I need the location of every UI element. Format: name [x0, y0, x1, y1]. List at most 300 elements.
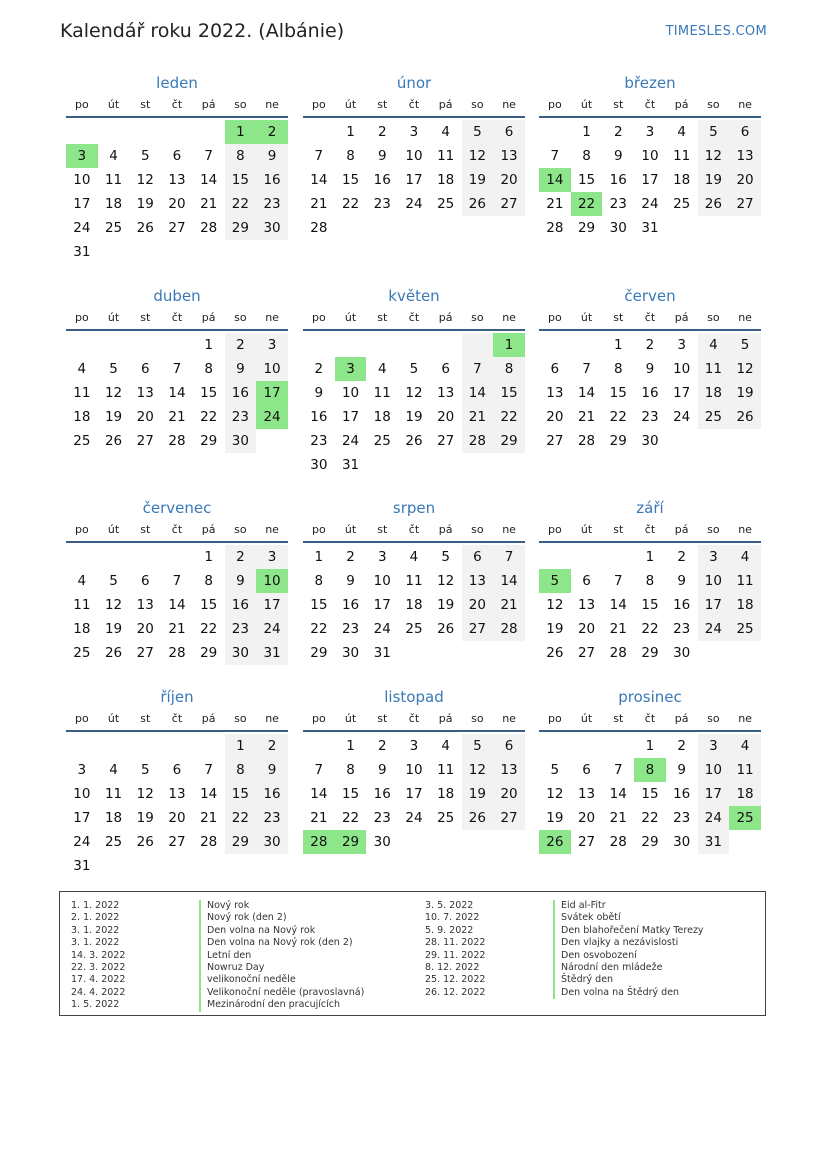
- weekday-header: [539, 94, 761, 118]
- day-cell: 20: [493, 168, 525, 192]
- day-cell: 18: [729, 593, 761, 617]
- empty-cell: [398, 333, 430, 357]
- day-cell: 1: [346, 738, 355, 754]
- day-cell: 11: [104, 786, 123, 802]
- month-name: listopad: [384, 688, 444, 706]
- weekday-label: čt: [171, 98, 183, 111]
- day-cell: 22: [341, 196, 360, 212]
- weekday-label: čt: [644, 523, 656, 536]
- weekday-label: čt: [171, 712, 183, 725]
- day-cell: 6: [172, 762, 182, 778]
- day-cell: 27: [729, 192, 761, 216]
- day-cell: 6: [582, 762, 591, 778]
- day-cell: 26: [698, 192, 730, 216]
- holiday-date: 25. 12. 2022: [425, 974, 486, 986]
- day-cell: 2: [225, 333, 257, 357]
- day-cell: 14: [609, 597, 627, 613]
- day-cell: 29: [310, 645, 328, 661]
- empty-cell: [161, 333, 193, 357]
- day-cell: 20: [577, 810, 596, 826]
- day-cell: 25: [698, 405, 730, 429]
- day-cell: 27: [493, 806, 525, 830]
- day-cell: 13: [493, 758, 525, 782]
- day-cell: 10: [698, 758, 730, 782]
- day-cell: 29: [641, 834, 659, 850]
- day-cell: 8: [314, 573, 324, 589]
- holiday-date: 26. 12. 2022: [425, 986, 486, 998]
- weekday-label: út: [344, 311, 357, 324]
- day-cell: 24: [73, 834, 91, 850]
- day-cell: 9: [225, 569, 257, 593]
- day-cell: 27: [136, 433, 154, 449]
- holiday-name: Štědrý den: [553, 974, 613, 986]
- day-cell: 1: [225, 734, 257, 758]
- day-cell: 1: [204, 549, 213, 565]
- day-grid: [539, 734, 761, 854]
- day-cell: 13: [437, 385, 455, 401]
- day-cell: 27: [136, 645, 154, 661]
- holiday-name: Den osvobození: [553, 950, 637, 962]
- day-cell: 5: [140, 762, 150, 778]
- month-11: [539, 686, 761, 854]
- month-name: duben: [153, 287, 201, 305]
- day-grid: [66, 120, 288, 264]
- day-cell: 18: [104, 196, 123, 212]
- day-cell: 1: [645, 549, 655, 565]
- day-cell: 19: [546, 810, 564, 826]
- day-cell: 23: [673, 621, 691, 637]
- empty-cell: [539, 545, 571, 569]
- weekday-label: ne: [738, 98, 752, 111]
- day-cell: 12: [698, 144, 730, 168]
- weekday-label: pá: [201, 311, 216, 324]
- day-cell: 6: [493, 734, 525, 758]
- weekday-label: čt: [408, 311, 420, 324]
- empty-cell: [66, 545, 98, 569]
- day-cell: 14: [200, 786, 218, 802]
- day-cell: 29: [200, 645, 218, 661]
- day-cell: 15: [609, 385, 627, 401]
- day-cell: 16: [225, 593, 257, 617]
- month-7: [303, 497, 525, 665]
- day-cell: 9: [645, 361, 655, 377]
- day-cell: 31: [256, 641, 288, 665]
- day-cell: 1: [314, 549, 324, 565]
- weekday-label: st: [140, 712, 151, 725]
- day-cell: 26: [136, 834, 154, 850]
- holiday-date: 28. 11. 2022: [425, 937, 486, 949]
- day-cell: 3: [409, 124, 419, 140]
- holiday-date: 3. 1. 2022: [71, 924, 120, 936]
- day-cell: 22: [310, 621, 328, 637]
- day-cell: 31: [641, 220, 659, 236]
- day-cell: 12: [729, 357, 761, 381]
- weekday-label: ne: [265, 712, 279, 725]
- day-cell: 16: [609, 172, 627, 188]
- day-cell: 4: [729, 734, 761, 758]
- day-cell: 18: [373, 409, 391, 425]
- day-cell: 4: [109, 148, 118, 164]
- day-cell: 18: [104, 810, 123, 826]
- weekday-label: so: [234, 523, 247, 536]
- day-cell: 28: [168, 645, 186, 661]
- day-cell: 20: [437, 409, 455, 425]
- day-cell: 9: [377, 148, 387, 164]
- day-cell: 29: [200, 433, 218, 449]
- day-cell: 14: [310, 786, 328, 802]
- day-cell: 8: [346, 762, 355, 778]
- day-cell: 14: [493, 569, 525, 593]
- day-cell: 23: [641, 409, 659, 425]
- empty-cell: [602, 734, 634, 758]
- month-5: [539, 285, 761, 453]
- empty-cell: [571, 545, 603, 569]
- empty-cell: [98, 545, 130, 569]
- weekday-label: so: [471, 98, 484, 111]
- day-cell: 8: [493, 357, 525, 381]
- day-cell: 28: [577, 433, 596, 449]
- day-cell: 9: [256, 144, 288, 168]
- page-title: Kalendář roku 2022. (Albánie): [60, 20, 345, 42]
- day-cell: 19: [104, 621, 123, 637]
- day-cell: 19: [462, 168, 494, 192]
- day-cell: 8: [204, 573, 213, 589]
- day-cell: 22: [200, 409, 218, 425]
- day-cell: 20: [136, 621, 154, 637]
- weekday-label: po: [74, 712, 89, 725]
- day-cell: 7: [462, 357, 494, 381]
- day-cell: 25: [729, 617, 761, 641]
- day-cell: 21: [577, 409, 596, 425]
- day-cell: 5: [698, 120, 730, 144]
- day-cell: 11: [673, 148, 691, 164]
- day-cell: 15: [310, 597, 328, 613]
- day-cell: 30: [225, 429, 257, 453]
- weekday-label: út: [107, 523, 120, 536]
- day-cell: 20: [546, 409, 564, 425]
- day-cell: 16: [225, 381, 257, 405]
- day-cell: 7: [613, 573, 623, 589]
- day-cell: 11: [73, 597, 91, 613]
- day-cell: 18: [437, 786, 455, 802]
- day-grid: [303, 734, 525, 854]
- month-name: únor: [396, 74, 432, 92]
- empty-cell: [129, 734, 161, 758]
- day-cell: 19: [437, 597, 455, 613]
- day-cell: 14: [200, 172, 218, 188]
- holiday-day-cell: 14: [539, 168, 571, 192]
- day-grid: [303, 333, 525, 477]
- holiday-day-cell: 29: [335, 830, 367, 854]
- weekday-header: [303, 708, 525, 732]
- month-name: červen: [624, 287, 676, 305]
- day-cell: 20: [168, 810, 186, 826]
- day-cell: 25: [104, 220, 123, 236]
- weekday-label: čt: [644, 712, 656, 725]
- day-cell: 22: [493, 405, 525, 429]
- day-cell: 31: [373, 645, 391, 661]
- day-cell: 15: [225, 782, 257, 806]
- weekday-label: út: [344, 712, 357, 725]
- day-cell: 29: [577, 220, 596, 236]
- day-cell: 4: [77, 361, 87, 377]
- day-cell: 12: [546, 597, 564, 613]
- holiday-day-cell: 3: [66, 144, 98, 168]
- day-cell: 6: [441, 361, 450, 377]
- day-cell: 4: [441, 738, 450, 754]
- day-cell: 13: [168, 786, 186, 802]
- day-cell: 8: [225, 758, 257, 782]
- day-grid: [303, 545, 525, 665]
- day-cell: 28: [200, 834, 218, 850]
- month-10: [303, 686, 525, 854]
- day-cell: 10: [373, 573, 391, 589]
- holiday-day-cell: 22: [571, 192, 603, 216]
- day-grid: [66, 333, 288, 453]
- empty-cell: [571, 333, 603, 357]
- empty-cell: [303, 120, 335, 144]
- day-cell: 23: [256, 192, 288, 216]
- day-cell: 22: [641, 621, 659, 637]
- holiday-day-cell: 1: [225, 120, 257, 144]
- day-cell: 30: [310, 457, 328, 473]
- weekday-label: po: [74, 523, 89, 536]
- day-cell: 10: [673, 361, 691, 377]
- day-cell: 31: [73, 858, 91, 874]
- weekday-label: út: [580, 523, 593, 536]
- day-cell: 17: [256, 593, 288, 617]
- day-cell: 2: [314, 361, 324, 377]
- weekday-label: po: [311, 311, 326, 324]
- day-cell: 2: [645, 337, 655, 353]
- day-cell: 12: [462, 144, 494, 168]
- day-cell: 15: [341, 172, 360, 188]
- day-cell: 24: [673, 409, 691, 425]
- holiday-day-cell: 17: [256, 381, 288, 405]
- day-cell: 26: [104, 645, 123, 661]
- weekday-label: pá: [438, 523, 453, 536]
- empty-cell: [161, 120, 193, 144]
- day-cell: 28: [609, 834, 627, 850]
- day-cell: 22: [341, 810, 360, 826]
- month-name: srpen: [392, 499, 436, 517]
- day-cell: 25: [405, 621, 423, 637]
- day-cell: 17: [405, 786, 423, 802]
- day-cell: 13: [729, 144, 761, 168]
- day-cell: 5: [462, 734, 494, 758]
- day-cell: 7: [314, 148, 324, 164]
- day-cell: 27: [462, 617, 494, 641]
- empty-cell: [66, 120, 98, 144]
- day-cell: 21: [546, 196, 564, 212]
- weekday-label: st: [613, 311, 624, 324]
- holiday-day-cell: 26: [539, 830, 571, 854]
- weekday-label: pá: [674, 523, 689, 536]
- day-cell: 30: [641, 433, 659, 449]
- holiday-name: Nový rok (den 2): [199, 912, 287, 924]
- day-cell: 26: [729, 405, 761, 429]
- holiday-date: 17. 4. 2022: [71, 974, 126, 986]
- day-cell: 5: [550, 762, 560, 778]
- holiday-day-cell: 28: [303, 830, 335, 854]
- holiday-legend: [59, 891, 766, 1016]
- weekday-header: [539, 307, 761, 331]
- weekday-label: čt: [171, 311, 183, 324]
- day-cell: 5: [409, 361, 419, 377]
- weekday-label: pá: [438, 98, 453, 111]
- holiday-day-cell: 25: [729, 806, 761, 830]
- day-cell: 24: [341, 433, 360, 449]
- empty-cell: [539, 333, 571, 357]
- day-cell: 6: [140, 361, 150, 377]
- day-cell: 13: [493, 144, 525, 168]
- holiday-day-cell: 8: [634, 758, 666, 782]
- weekday-label: st: [613, 98, 624, 111]
- day-cell: 5: [441, 549, 450, 565]
- day-cell: 11: [698, 357, 730, 381]
- day-cell: 21: [168, 621, 186, 637]
- empty-cell: [161, 734, 193, 758]
- day-cell: 28: [493, 617, 525, 641]
- day-cell: 27: [577, 645, 596, 661]
- day-cell: 4: [109, 762, 118, 778]
- day-cell: 7: [550, 148, 560, 164]
- weekday-label: po: [74, 98, 89, 111]
- empty-cell: [66, 333, 98, 357]
- weekday-header: [539, 708, 761, 732]
- holiday-date: 24. 4. 2022: [71, 986, 126, 998]
- month-name: červenec: [142, 499, 212, 517]
- day-cell: 15: [225, 168, 257, 192]
- weekday-label: ne: [502, 523, 516, 536]
- day-cell: 3: [77, 762, 87, 778]
- day-cell: 9: [314, 385, 324, 401]
- day-cell: 24: [73, 220, 91, 236]
- day-cell: 18: [729, 782, 761, 806]
- day-cell: 2: [256, 734, 288, 758]
- day-cell: 31: [341, 457, 360, 473]
- day-cell: 15: [341, 786, 360, 802]
- month-8: [539, 497, 761, 665]
- empty-cell: [129, 120, 161, 144]
- holiday-date: 8. 12. 2022: [425, 961, 480, 973]
- empty-cell: [98, 120, 130, 144]
- day-cell: 2: [346, 549, 355, 565]
- day-cell: 21: [609, 621, 627, 637]
- day-cell: 9: [613, 148, 623, 164]
- day-cell: 11: [729, 758, 761, 782]
- day-cell: 16: [673, 786, 691, 802]
- empty-cell: [462, 333, 494, 357]
- day-cell: 20: [136, 409, 154, 425]
- holiday-date: 5. 9. 2022: [425, 924, 474, 936]
- day-cell: 26: [437, 621, 455, 637]
- empty-cell: [539, 734, 571, 758]
- day-cell: 25: [73, 433, 91, 449]
- day-cell: 3: [409, 738, 419, 754]
- day-cell: 17: [341, 409, 360, 425]
- weekday-label: po: [547, 311, 562, 324]
- day-cell: 25: [104, 834, 123, 850]
- day-cell: 24: [405, 810, 423, 826]
- day-cell: 18: [673, 172, 691, 188]
- day-cell: 2: [677, 549, 686, 565]
- day-cell: 28: [462, 429, 494, 453]
- holiday-name: Nový rok: [199, 900, 249, 912]
- day-cell: 13: [136, 385, 154, 401]
- brand-link[interactable]: TIMESLES.COM: [665, 24, 767, 39]
- day-cell: 8: [346, 148, 355, 164]
- empty-cell: [366, 333, 398, 357]
- holiday-date: 3. 1. 2022: [71, 937, 120, 949]
- day-cell: 9: [256, 758, 288, 782]
- day-cell: 1: [204, 337, 213, 353]
- empty-cell: [129, 333, 161, 357]
- day-cell: 29: [225, 216, 257, 240]
- day-cell: 8: [645, 573, 655, 589]
- weekday-label: pá: [438, 311, 453, 324]
- day-cell: 14: [577, 385, 596, 401]
- day-cell: 10: [641, 148, 659, 164]
- day-cell: 18: [698, 381, 730, 405]
- day-cell: 7: [314, 762, 324, 778]
- day-cell: 26: [136, 220, 154, 236]
- holiday-name: Letní den: [199, 950, 251, 962]
- day-cell: 6: [729, 120, 761, 144]
- day-cell: 27: [168, 220, 186, 236]
- day-cell: 8: [582, 148, 591, 164]
- day-cell: 2: [377, 738, 387, 754]
- day-cell: 12: [462, 758, 494, 782]
- day-cell: 26: [462, 192, 494, 216]
- weekday-label: čt: [644, 311, 656, 324]
- weekday-label: po: [547, 712, 562, 725]
- day-cell: 7: [493, 545, 525, 569]
- day-cell: 16: [641, 385, 659, 401]
- weekday-label: čt: [408, 712, 420, 725]
- day-cell: 22: [641, 810, 659, 826]
- weekday-label: po: [311, 712, 326, 725]
- day-cell: 23: [373, 810, 391, 826]
- weekday-label: so: [707, 98, 720, 111]
- day-cell: 11: [104, 172, 123, 188]
- weekday-label: út: [580, 712, 593, 725]
- day-cell: 2: [677, 738, 686, 754]
- weekday-label: st: [140, 523, 151, 536]
- holiday-day-cell: 10: [256, 569, 288, 593]
- day-cell: 21: [310, 196, 328, 212]
- day-cell: 6: [140, 573, 150, 589]
- day-cell: 21: [200, 196, 218, 212]
- day-cell: 23: [341, 621, 360, 637]
- day-cell: 9: [677, 762, 686, 778]
- day-cell: 17: [73, 196, 91, 212]
- day-cell: 24: [641, 196, 659, 212]
- day-cell: 4: [698, 333, 730, 357]
- day-cell: 27: [493, 192, 525, 216]
- weekday-label: st: [377, 311, 388, 324]
- day-cell: 5: [462, 120, 494, 144]
- day-cell: 1: [613, 337, 623, 353]
- holiday-name: Den blahořečení Matky Terezy: [553, 925, 704, 937]
- weekday-label: so: [234, 98, 247, 111]
- holiday-name: Eid al-Fitr: [553, 900, 606, 912]
- weekday-label: st: [140, 98, 151, 111]
- weekday-label: ne: [265, 523, 279, 536]
- holiday-day-cell: 5: [539, 569, 571, 593]
- weekday-label: pá: [201, 712, 216, 725]
- day-cell: 24: [256, 617, 288, 641]
